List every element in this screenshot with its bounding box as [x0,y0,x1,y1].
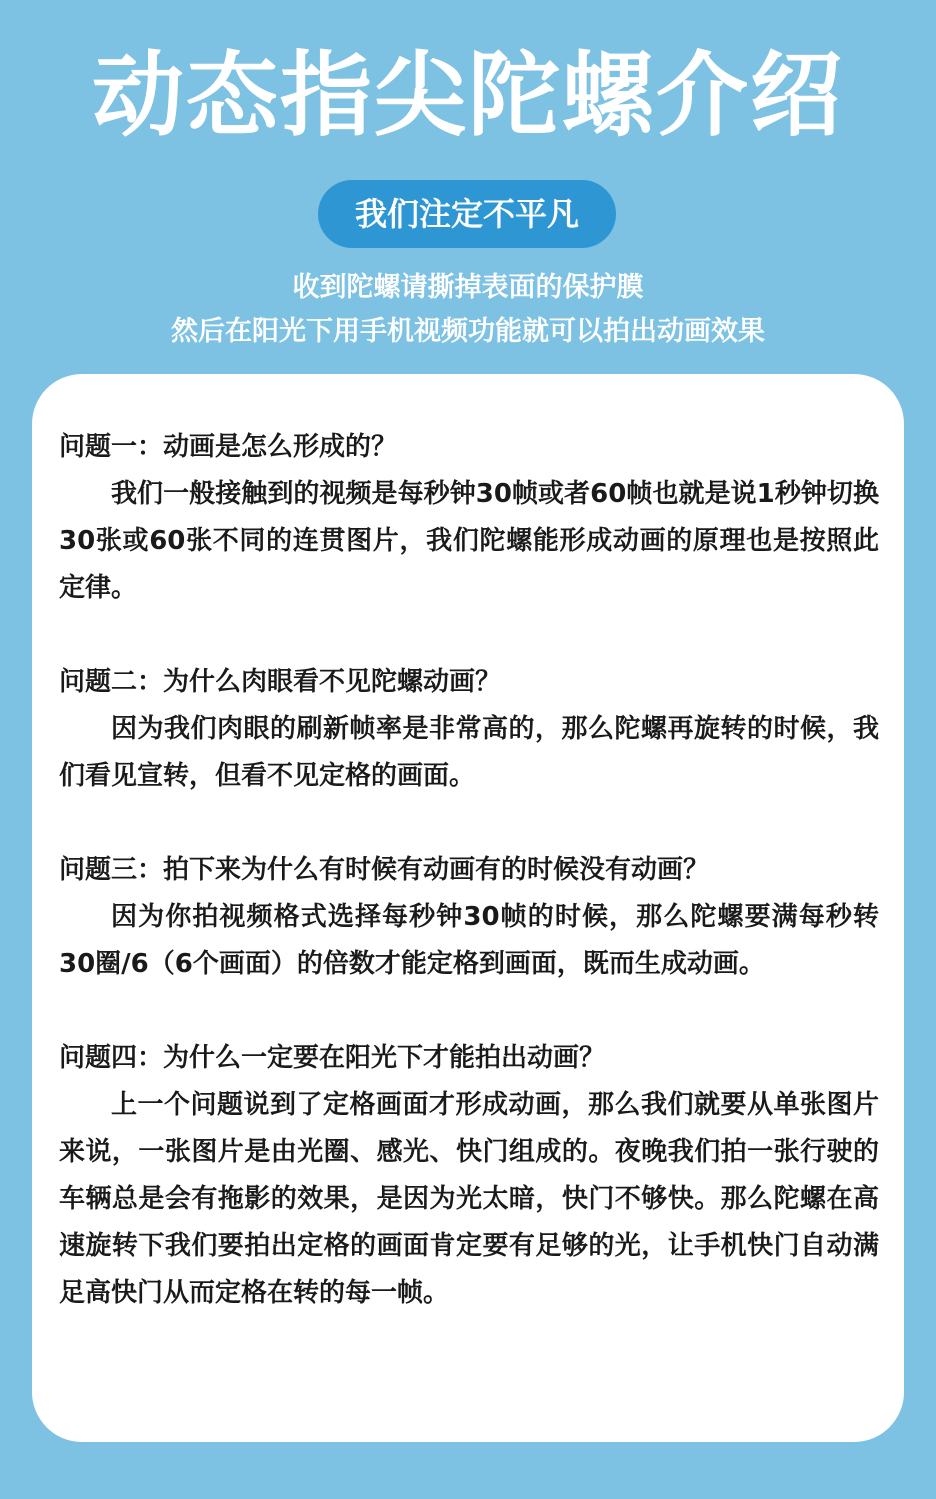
faq-answer-1: 我们一般接触到的视频是每秒钟30帧或者60帧也就是说1秒钟切换30张或60张不同的连贯图片，我们陀螺能形成动画的原理也是按照此定律。 [59,479,879,603]
faq-item-4 [59,1035,879,1317]
faq-question-3: 问题三：拍下来为什么有时候有动画有的时候没有动画？ [59,855,710,885]
intro-line-1: 收到陀螺请撕掉表面的保护膜 [292,272,644,303]
faq-answer-3: 因为你拍视频格式选择每秒钟30帧的时候，那么陀螺要满每秒转30圈/6（6个画面）的倍数才能定格到画面，既而生成动画。 [59,902,879,979]
faq-answer-4: 上一个问题说到了定格画面才形成动画，那么我们就要从单张图片来说，一张图片是由光圈、感光、快门组成的。夜晚我们拍一张行驶的车辆总是会有拖影的效果，是因为光太暗，快门不够快。那么陀螺在高速旋转下我们要拍出定格的画面肯定要有足够的光，让手机快门自动满足高快门从而定格在转的每一帧。 [59,1090,879,1308]
faq-item-2 [59,659,879,800]
slogan-badge: 我们注定不平凡 [318,180,616,248]
faq-answer-2: 因为我们肉眼的刷新帧率是非常高的，那么陀螺再旋转的时候，我们看见宣转，但看不见定格的画面。 [59,714,879,791]
faq-card [32,374,904,1442]
page-title: 动态指尖陀螺介绍 [91,42,844,149]
intro-line-2: 然后在阳光下用手机视频功能就可以拍出动画效果 [171,316,765,347]
faq-question-1: 问题一：动画是怎么形成的？ [59,432,398,462]
faq-question-2: 问题二：为什么肉眼看不见陀螺动画？ [59,667,502,697]
faq-question-4: 问题四：为什么一定要在阳光下才能拍出动画？ [59,1043,606,1073]
faq-item-1 [59,424,879,612]
faq-list [59,424,879,1364]
faq-item-3 [59,847,879,988]
